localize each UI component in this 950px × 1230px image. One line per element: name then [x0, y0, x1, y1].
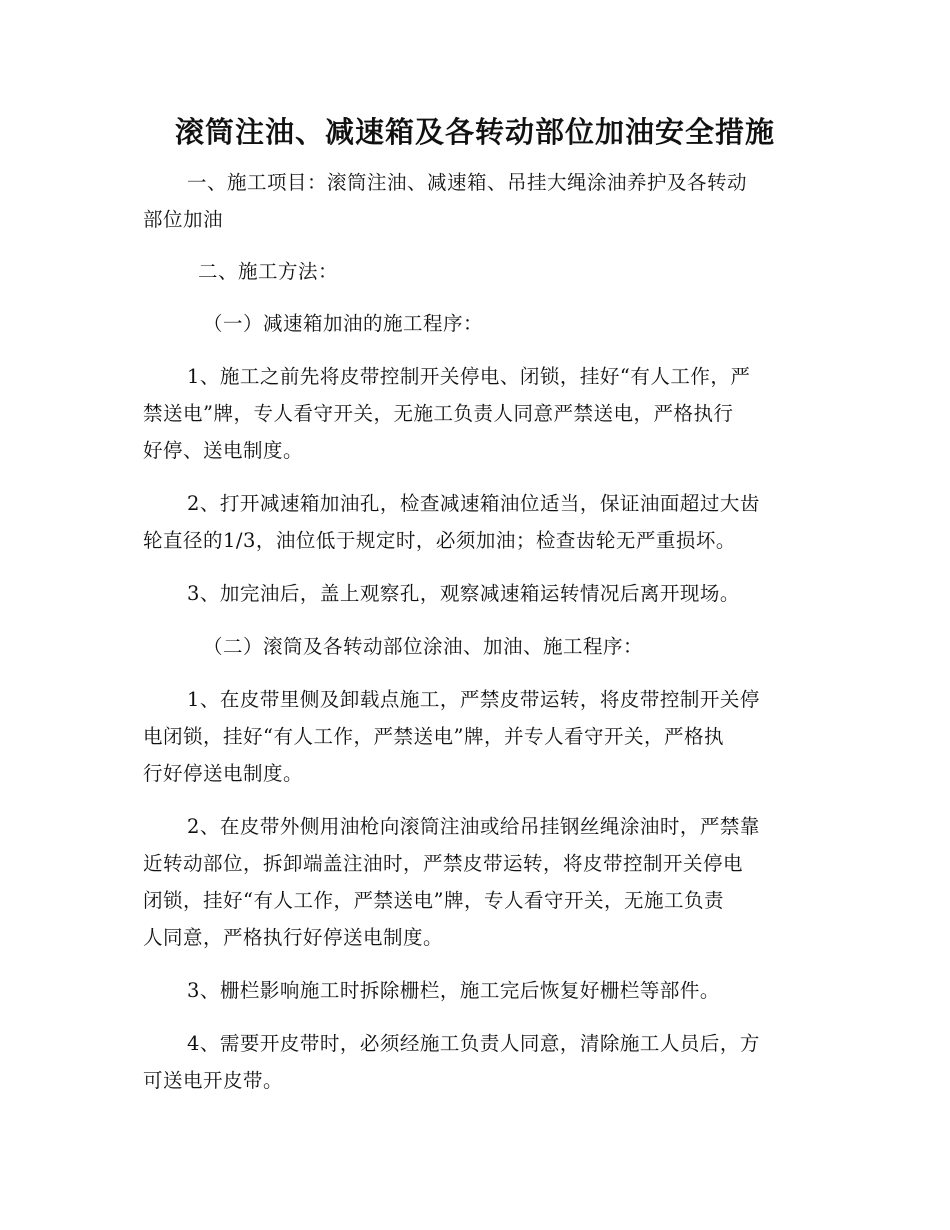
- paragraph-line: 1、施工之前先将皮带控制开关停电、闭锁，挂好“有人工作，严: [187, 365, 751, 388]
- document-title: 滚筒注油、减速箱及各转动部位加油安全措施: [174, 115, 775, 149]
- paragraph-line: （一）减速箱加油的施工程序：: [203, 312, 484, 335]
- paragraph-step-2-3: [143, 972, 803, 1009]
- paragraph-line: 近转动部位，拆卸端盖注油时，严禁皮带运转，将皮带控制开关停电: [143, 852, 744, 875]
- paragraph-step-1-3: [143, 575, 803, 612]
- paragraph-step-2-2: [143, 808, 803, 956]
- paragraph-line: 4、需要开皮带时，必须经施工负责人同意，清除施工人员后，方: [187, 1032, 760, 1055]
- paragraph-line: 可送电开皮带。: [143, 1069, 284, 1092]
- paragraph-line: 人同意，严格执行好停送电制度。: [143, 926, 444, 949]
- paragraph-step-2-1: [143, 681, 803, 792]
- paragraph-construction-method: [143, 253, 803, 290]
- paragraph-construction-item: [143, 164, 803, 238]
- paragraph-line: 2、在皮带外侧用油枪向滚筒注油或给吊挂钢丝绳涂油时，严禁靠: [187, 815, 760, 838]
- paragraph-line: 闭锁，挂好“有人工作，严禁送电”牌，专人看守开关，无施工负责: [143, 889, 724, 912]
- paragraph-line: 行好停送电制度。: [143, 762, 304, 785]
- paragraph-line: 轮直径的1/3，油位低于规定时，必须加油；检查齿轮无严重损坏。: [143, 529, 736, 552]
- paragraph-line: 电闭锁，挂好“有人工作，严禁送电”牌，并专人看守开关，严格执: [143, 725, 724, 748]
- paragraph-step-1-2: [143, 485, 803, 559]
- paragraph-line: 3、加完油后，盖上观察孔，观察减速箱运转情况后离开现场。: [187, 582, 740, 605]
- paragraph-line: 一、施工项目：滚筒注油、减速箱、吊挂大绳涂油养护及各转动: [187, 171, 748, 194]
- paragraph-step-1-1: [143, 358, 803, 469]
- paragraph-line: 二、施工方法：: [198, 260, 339, 283]
- paragraph-line: 好停、送电制度。: [143, 439, 304, 462]
- paragraph-line: 部位加油: [143, 208, 224, 231]
- paragraph-line: 禁送电”牌，专人看守开关，无施工负责人同意严禁送电，严格执行: [143, 402, 734, 425]
- paragraph-subsection-2: [143, 628, 803, 665]
- paragraph-line: 3、栅栏影响施工时拆除栅栏，施工完后恢复好栅栏等部件。: [187, 979, 720, 1002]
- paragraph-line: 2、打开减速箱加油孔，检查减速箱油位适当，保证油面超过大齿: [187, 492, 760, 515]
- paragraph-line: （二）滚筒及各转动部位涂油、加油、施工程序：: [203, 635, 644, 658]
- paragraph-subsection-1: [143, 305, 803, 342]
- paragraph-step-2-4: [143, 1025, 803, 1099]
- paragraph-line: 1、在皮带里侧及卸载点施工，严禁皮带运转，将皮带控制开关停: [187, 688, 760, 711]
